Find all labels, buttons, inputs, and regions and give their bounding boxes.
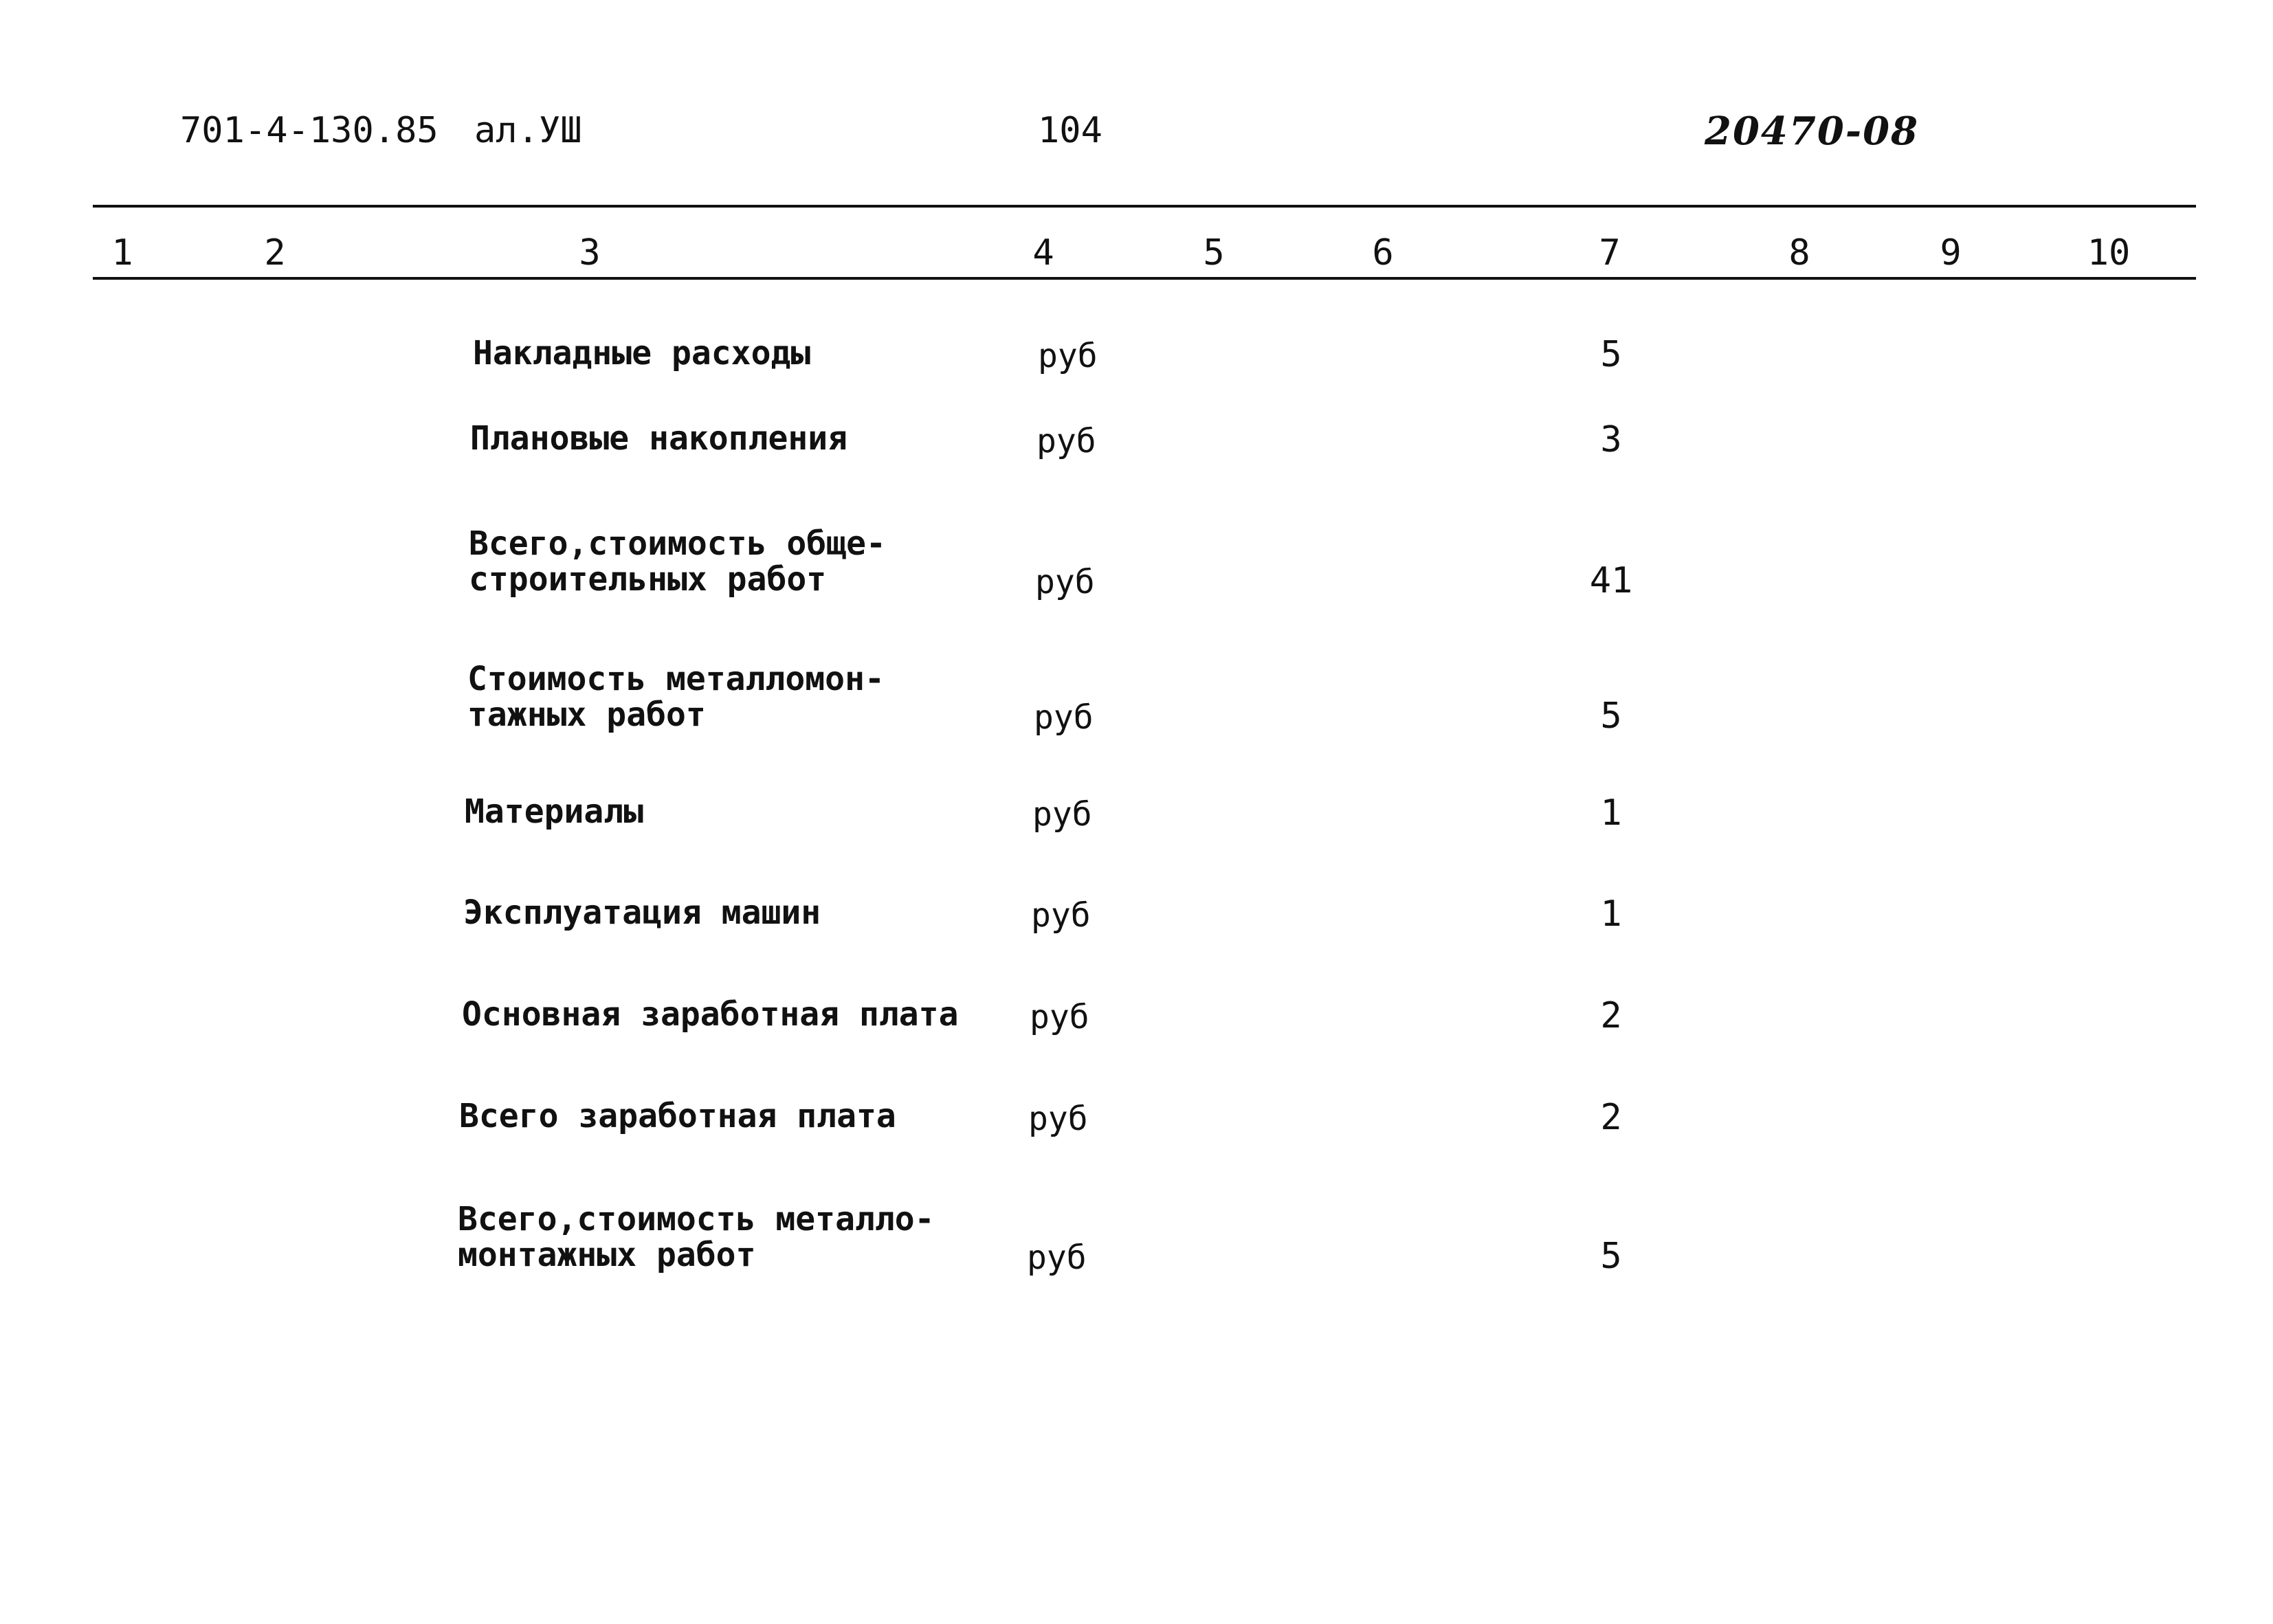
row-label: Накладные расходы bbox=[473, 334, 811, 372]
row-value: 5 bbox=[1600, 1236, 1622, 1277]
row-label: строительных работ bbox=[469, 560, 827, 599]
row-value: 1 bbox=[1600, 893, 1622, 935]
row-unit: руб bbox=[1035, 563, 1095, 601]
table-header-rule bbox=[93, 277, 2196, 280]
row-unit: руб bbox=[1027, 1238, 1087, 1277]
column-header-5: 5 bbox=[1203, 232, 1225, 274]
row-label: Всего заработная плата bbox=[459, 1097, 896, 1135]
row-value: 3 bbox=[1600, 419, 1622, 460]
row-unit: руб bbox=[1032, 795, 1092, 834]
row-label: Эксплуатация машин bbox=[463, 893, 821, 932]
table-top-rule bbox=[93, 205, 2196, 208]
row-value: 2 bbox=[1600, 995, 1622, 1036]
row-label: Стоимость металломон- bbox=[467, 660, 885, 698]
column-header-2: 2 bbox=[264, 232, 286, 274]
column-header-1: 1 bbox=[111, 232, 133, 274]
row-label: тажных работ bbox=[467, 696, 706, 734]
row-unit: руб bbox=[1031, 896, 1091, 935]
row-label: Плановые накопления bbox=[470, 419, 848, 458]
row-unit: руб bbox=[1038, 337, 1098, 375]
column-header-10: 10 bbox=[2087, 232, 2131, 274]
column-header-7: 7 bbox=[1599, 232, 1621, 274]
row-value: 5 bbox=[1600, 334, 1622, 375]
row-label: Всего,стоимость обще- bbox=[469, 524, 886, 563]
handwritten-code: 20470-08 bbox=[1705, 109, 1919, 154]
row-unit: руб bbox=[1030, 998, 1089, 1036]
page-number: 104 bbox=[1038, 110, 1102, 151]
row-label: Основная заработная плата bbox=[462, 995, 959, 1034]
document-code: 701-4-130.85 bbox=[180, 110, 439, 151]
row-value: 41 bbox=[1589, 560, 1633, 601]
row-unit: руб bbox=[1028, 1100, 1088, 1138]
row-unit: руб bbox=[1034, 698, 1094, 737]
row-value: 5 bbox=[1600, 696, 1622, 737]
column-header-9: 9 bbox=[1940, 232, 1962, 274]
row-value: 2 bbox=[1600, 1097, 1622, 1138]
row-unit: руб bbox=[1036, 422, 1096, 460]
row-label: монтажных работ bbox=[458, 1236, 756, 1274]
column-header-6: 6 bbox=[1372, 232, 1394, 274]
album-label: ал.УШ bbox=[474, 110, 582, 151]
row-value: 1 bbox=[1600, 792, 1622, 834]
row-label: Материалы bbox=[465, 792, 644, 831]
column-header-4: 4 bbox=[1032, 232, 1054, 274]
column-header-8: 8 bbox=[1788, 232, 1810, 274]
row-label: Всего,стоимость металло- bbox=[458, 1200, 935, 1238]
column-header-3: 3 bbox=[579, 232, 601, 274]
